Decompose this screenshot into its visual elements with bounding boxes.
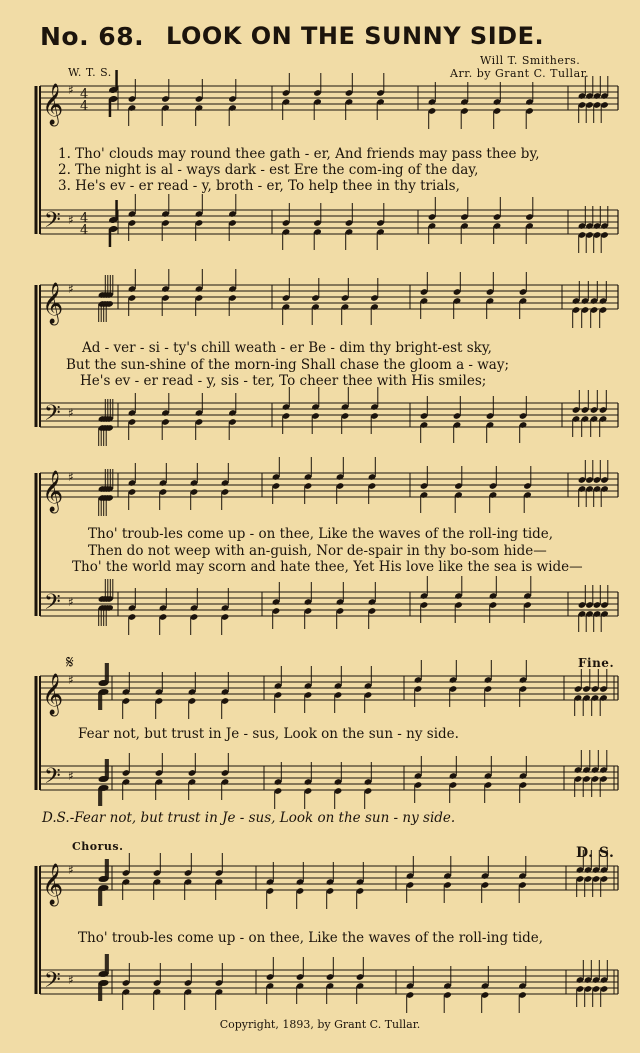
treble-clef-icon: 𝄞 bbox=[42, 283, 64, 324]
ds-lyric-line: D.S.-Fear not, but trust in Je - sus, Look on the sun - ny side. bbox=[42, 810, 456, 826]
bass-clef-icon: 𝄢 bbox=[44, 590, 61, 620]
copyright-notice: Copyright, 1893, by Grant C. Tullar. bbox=[219, 1018, 421, 1031]
sharp-icon: ♯ bbox=[68, 83, 74, 97]
sharp-icon: ♯ bbox=[68, 673, 74, 687]
words-credit: Will T. Smithers. bbox=[480, 54, 581, 67]
verse-3-line-3: Tho' the world may scorn and hate thee, Yet His love like the sea is wide— bbox=[72, 559, 583, 575]
verse-2-line-2: But the sun-shine of the morn-ing Shall chase the gloom a - way; bbox=[66, 357, 510, 373]
refrain-line: Fear not, but trust in Je - sus, Look on the sun - ny side. bbox=[78, 726, 459, 742]
author-initials: W. T. S. bbox=[68, 66, 112, 79]
time-sig-bottom: 4 bbox=[80, 99, 89, 114]
sharp-icon: ♯ bbox=[68, 595, 74, 609]
verse-3-line-2: He's ev - er read - y, sis - ter, To cheer thee with His smiles; bbox=[80, 373, 487, 389]
chorus-lyric-line: Tho' troub-les come up - on thee, Like the waves of the roll-ing tide, bbox=[78, 930, 544, 946]
chorus-label: Chorus. bbox=[72, 840, 124, 853]
sharp-icon: ♯ bbox=[68, 863, 74, 877]
segno-icon: 𝄋 bbox=[66, 652, 74, 673]
hymn-number: No. 68. bbox=[40, 22, 145, 51]
bass-clef-icon: 𝄢 bbox=[44, 968, 61, 998]
sharp-icon: ♯ bbox=[68, 282, 74, 296]
time-sig-top: 4 bbox=[80, 211, 89, 226]
treble-clef-icon: 𝄞 bbox=[42, 674, 64, 715]
sharp-icon: ♯ bbox=[68, 769, 74, 783]
time-sig-bottom: 4 bbox=[80, 223, 89, 238]
treble-clef-icon: 𝄞 bbox=[42, 471, 64, 512]
hymn-title: LOOK ON THE SUNNY SIDE. bbox=[166, 22, 545, 50]
ds-marker: D. S. bbox=[576, 845, 615, 861]
bass-clef-icon: 𝄢 bbox=[44, 208, 61, 238]
sharp-icon: ♯ bbox=[68, 213, 74, 227]
sharp-icon: ♯ bbox=[68, 470, 74, 484]
treble-clef-icon: 𝄞 bbox=[42, 84, 64, 125]
time-sig-top: 4 bbox=[80, 87, 89, 102]
arranger-credit: Arr. by Grant C. Tullar. bbox=[450, 67, 590, 80]
verse-2-line-1: 2. The night is al - ways dark - est Ere the com-ing of the day, bbox=[58, 162, 479, 178]
sharp-icon: ♯ bbox=[68, 406, 74, 420]
fine-marker: Fine. bbox=[578, 656, 615, 670]
verse-1-line-1: 1. Tho' clouds may round thee gath - er, And friends may pass thee by, bbox=[58, 146, 540, 162]
verse-1-line-3: Tho' troub-les come up - on thee, Like the waves of the roll-ing tide, bbox=[88, 526, 554, 542]
verse-3-line-1: 3. He's ev - er read - y, broth - er, To help thee in thy trials, bbox=[58, 178, 460, 194]
treble-clef-icon: 𝄞 bbox=[42, 864, 64, 905]
sharp-icon: ♯ bbox=[68, 973, 74, 987]
bass-clef-icon: 𝄢 bbox=[44, 401, 61, 431]
bass-clef-icon: 𝄢 bbox=[44, 764, 61, 794]
verse-2-line-3: Then do not weep with an-guish, Nor de-spair in thy bo-som hide— bbox=[88, 543, 547, 559]
verse-1-line-2: Ad - ver - si - ty's chill weath - er Be - dim thy bright-est sky, bbox=[82, 340, 492, 356]
